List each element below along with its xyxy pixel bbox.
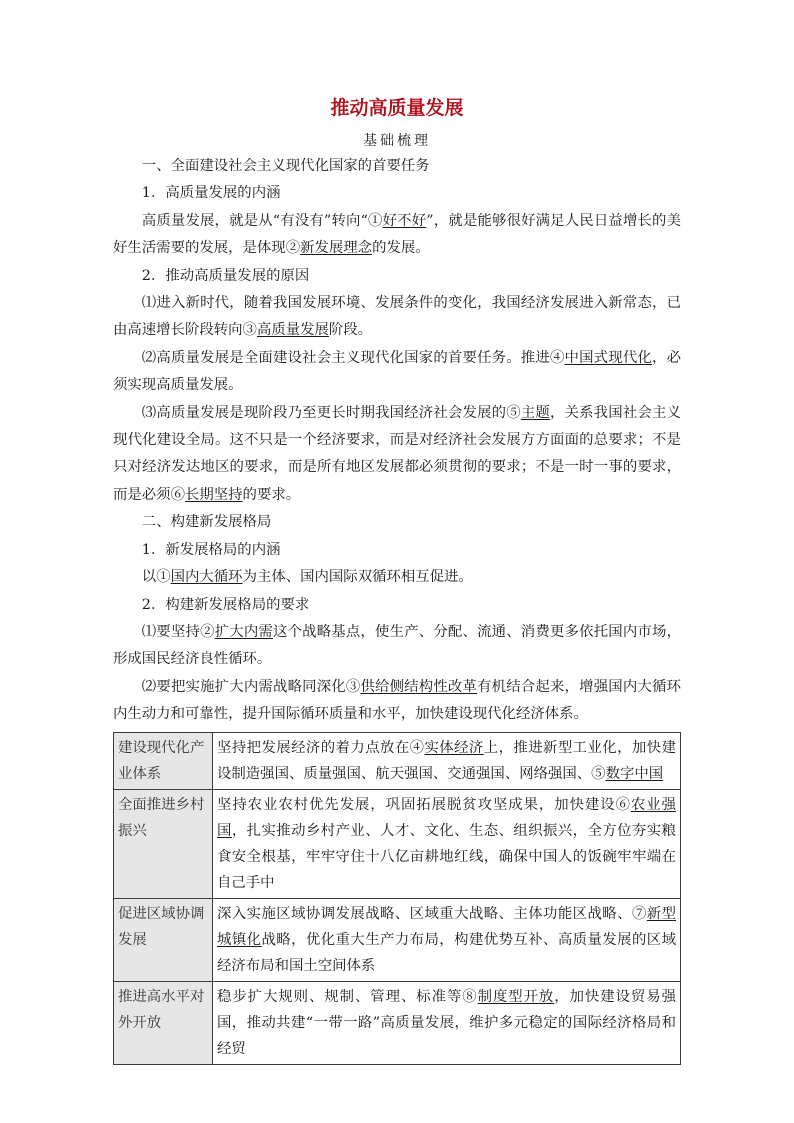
answer-blank: 实体经济 xyxy=(424,739,484,756)
answer-blank: 数字中国 xyxy=(605,765,664,782)
row-content: 深入实施区域协调发展战略、区域重大战略、主体功能区战略、⑦新型城镇化战略，优化重大生产力布局，构建优势互补、高质量发展的区域经济布局和国土空间体系 xyxy=(213,898,681,981)
page-title: 推动高质量发展 xyxy=(330,97,464,119)
answer-blank: 国内大循环 xyxy=(170,569,243,586)
paragraph: ⑵要把实施扩大内需战略同深化③供给侧结构性改革有机结合起来，增强国内大循环内生动力和可靠性，提升国际循环质量和水平，加快建设现代化经济体系。 xyxy=(113,678,681,723)
paragraph: ⑴进入新时代，随着我国发展环境、发展条件的变化，我国经济发展进入新常态，已由高速增长阶段转向③高质量发展阶段。 xyxy=(113,295,681,339)
subsection-heading: 1．新发展格局的内涵 xyxy=(141,541,281,558)
paragraph: 以①国内大循环为主体、国内国际双循环相互促进。 xyxy=(141,569,473,586)
answer-blank: 中国式现代化 xyxy=(564,349,652,366)
section-heading: 二、构建新发展格局 xyxy=(141,514,272,531)
answer-blank: 长期坚持 xyxy=(184,486,243,503)
row-header: 全面推进乡村振兴 xyxy=(114,789,213,898)
row-content: 坚持把发展经济的着力点放在④实体经济上，推进新型工业化，加快建设制造强国、质量强国、航天强国、交通强国、网络强国、⑤数字中国 xyxy=(213,732,681,789)
paragraph: ⑶高质量发展是现阶段乃至更长时期我国经济社会发展的⑤主题，关系我国社会主义现代化建设全局。这不只是一个经济要求，而是对经济社会发展方方面面的总要求；不是只对经济发达地区的要求，而是所有地区发展都必须贯彻的要求；不是一时一事的要求，而是必须⑥长期坚持的要求。 xyxy=(113,404,681,503)
subsection-heading: 2．推动高质量发展的原因 xyxy=(141,267,310,284)
paragraph: 高质量发展，就是从“有没有”转向“①好不好”，就是能够很好满足人民日益增长的美好生活需要的发展，是体现②新发展理念的发展。 xyxy=(113,212,681,257)
answer-blank: 农业强国 xyxy=(217,796,676,839)
row-header: 建设现代化产业体系 xyxy=(114,732,213,789)
table-row xyxy=(114,898,681,981)
subsection-heading: 1．高质量发展的内涵 xyxy=(141,185,281,202)
section-heading: 一、全面建设社会主义现代化国家的首要任务 xyxy=(141,158,430,174)
answer-blank: 好不好 xyxy=(382,212,427,229)
answer-blank: 新型城镇化 xyxy=(217,905,676,948)
paragraph: ⑵高质量发展是全面建设社会主义现代化国家的首要任务。推进④中国式现代化，必须实现高质量发展。 xyxy=(113,349,681,394)
requirements-table xyxy=(113,732,681,1065)
table-row xyxy=(114,981,681,1064)
answer-blank: 新发展理念 xyxy=(300,240,373,257)
row-content: 稳步扩大规则、规制、管理、标准等⑧制度型开放，加快建设贸易强国，推动共建“一带一路”高质量发展，维护多元稳定的国际经济格局和经贸 xyxy=(213,981,681,1064)
table-row xyxy=(114,789,681,898)
answer-blank: 供给侧结构性改革 xyxy=(360,678,478,695)
row-header: 推进高水平对外开放 xyxy=(114,981,213,1064)
page-subtitle: 基础梳理 xyxy=(363,133,431,149)
paragraph: ⑴要坚持②扩大内需这个战略基点，使生产、分配、流通、消费更多依托国内市场，形成国民经济良性循环。 xyxy=(113,623,681,668)
row-content: 坚持农业农村优先发展，巩固拓展脱贫攻坚成果，加快建设⑥农业强国，扎实推动乡村产业、人才、文化、生态、组织振兴，全方位夯实粮食安全根基，牢牢守住十八亿亩耕地红线，确保中国人的饭碗牢牢端在自己手中 xyxy=(213,789,681,898)
answer-blank: 高质量发展 xyxy=(256,322,329,339)
answer-blank: 扩大内需 xyxy=(214,623,273,640)
document-body xyxy=(113,94,681,1065)
answer-blank: 制度型开放 xyxy=(477,988,555,1005)
table-row xyxy=(114,732,681,789)
row-header: 促进区域协调发展 xyxy=(114,898,213,981)
answer-blank: 主题 xyxy=(520,404,550,421)
subsection-heading: 2．构建新发展格局的要求 xyxy=(141,596,310,613)
